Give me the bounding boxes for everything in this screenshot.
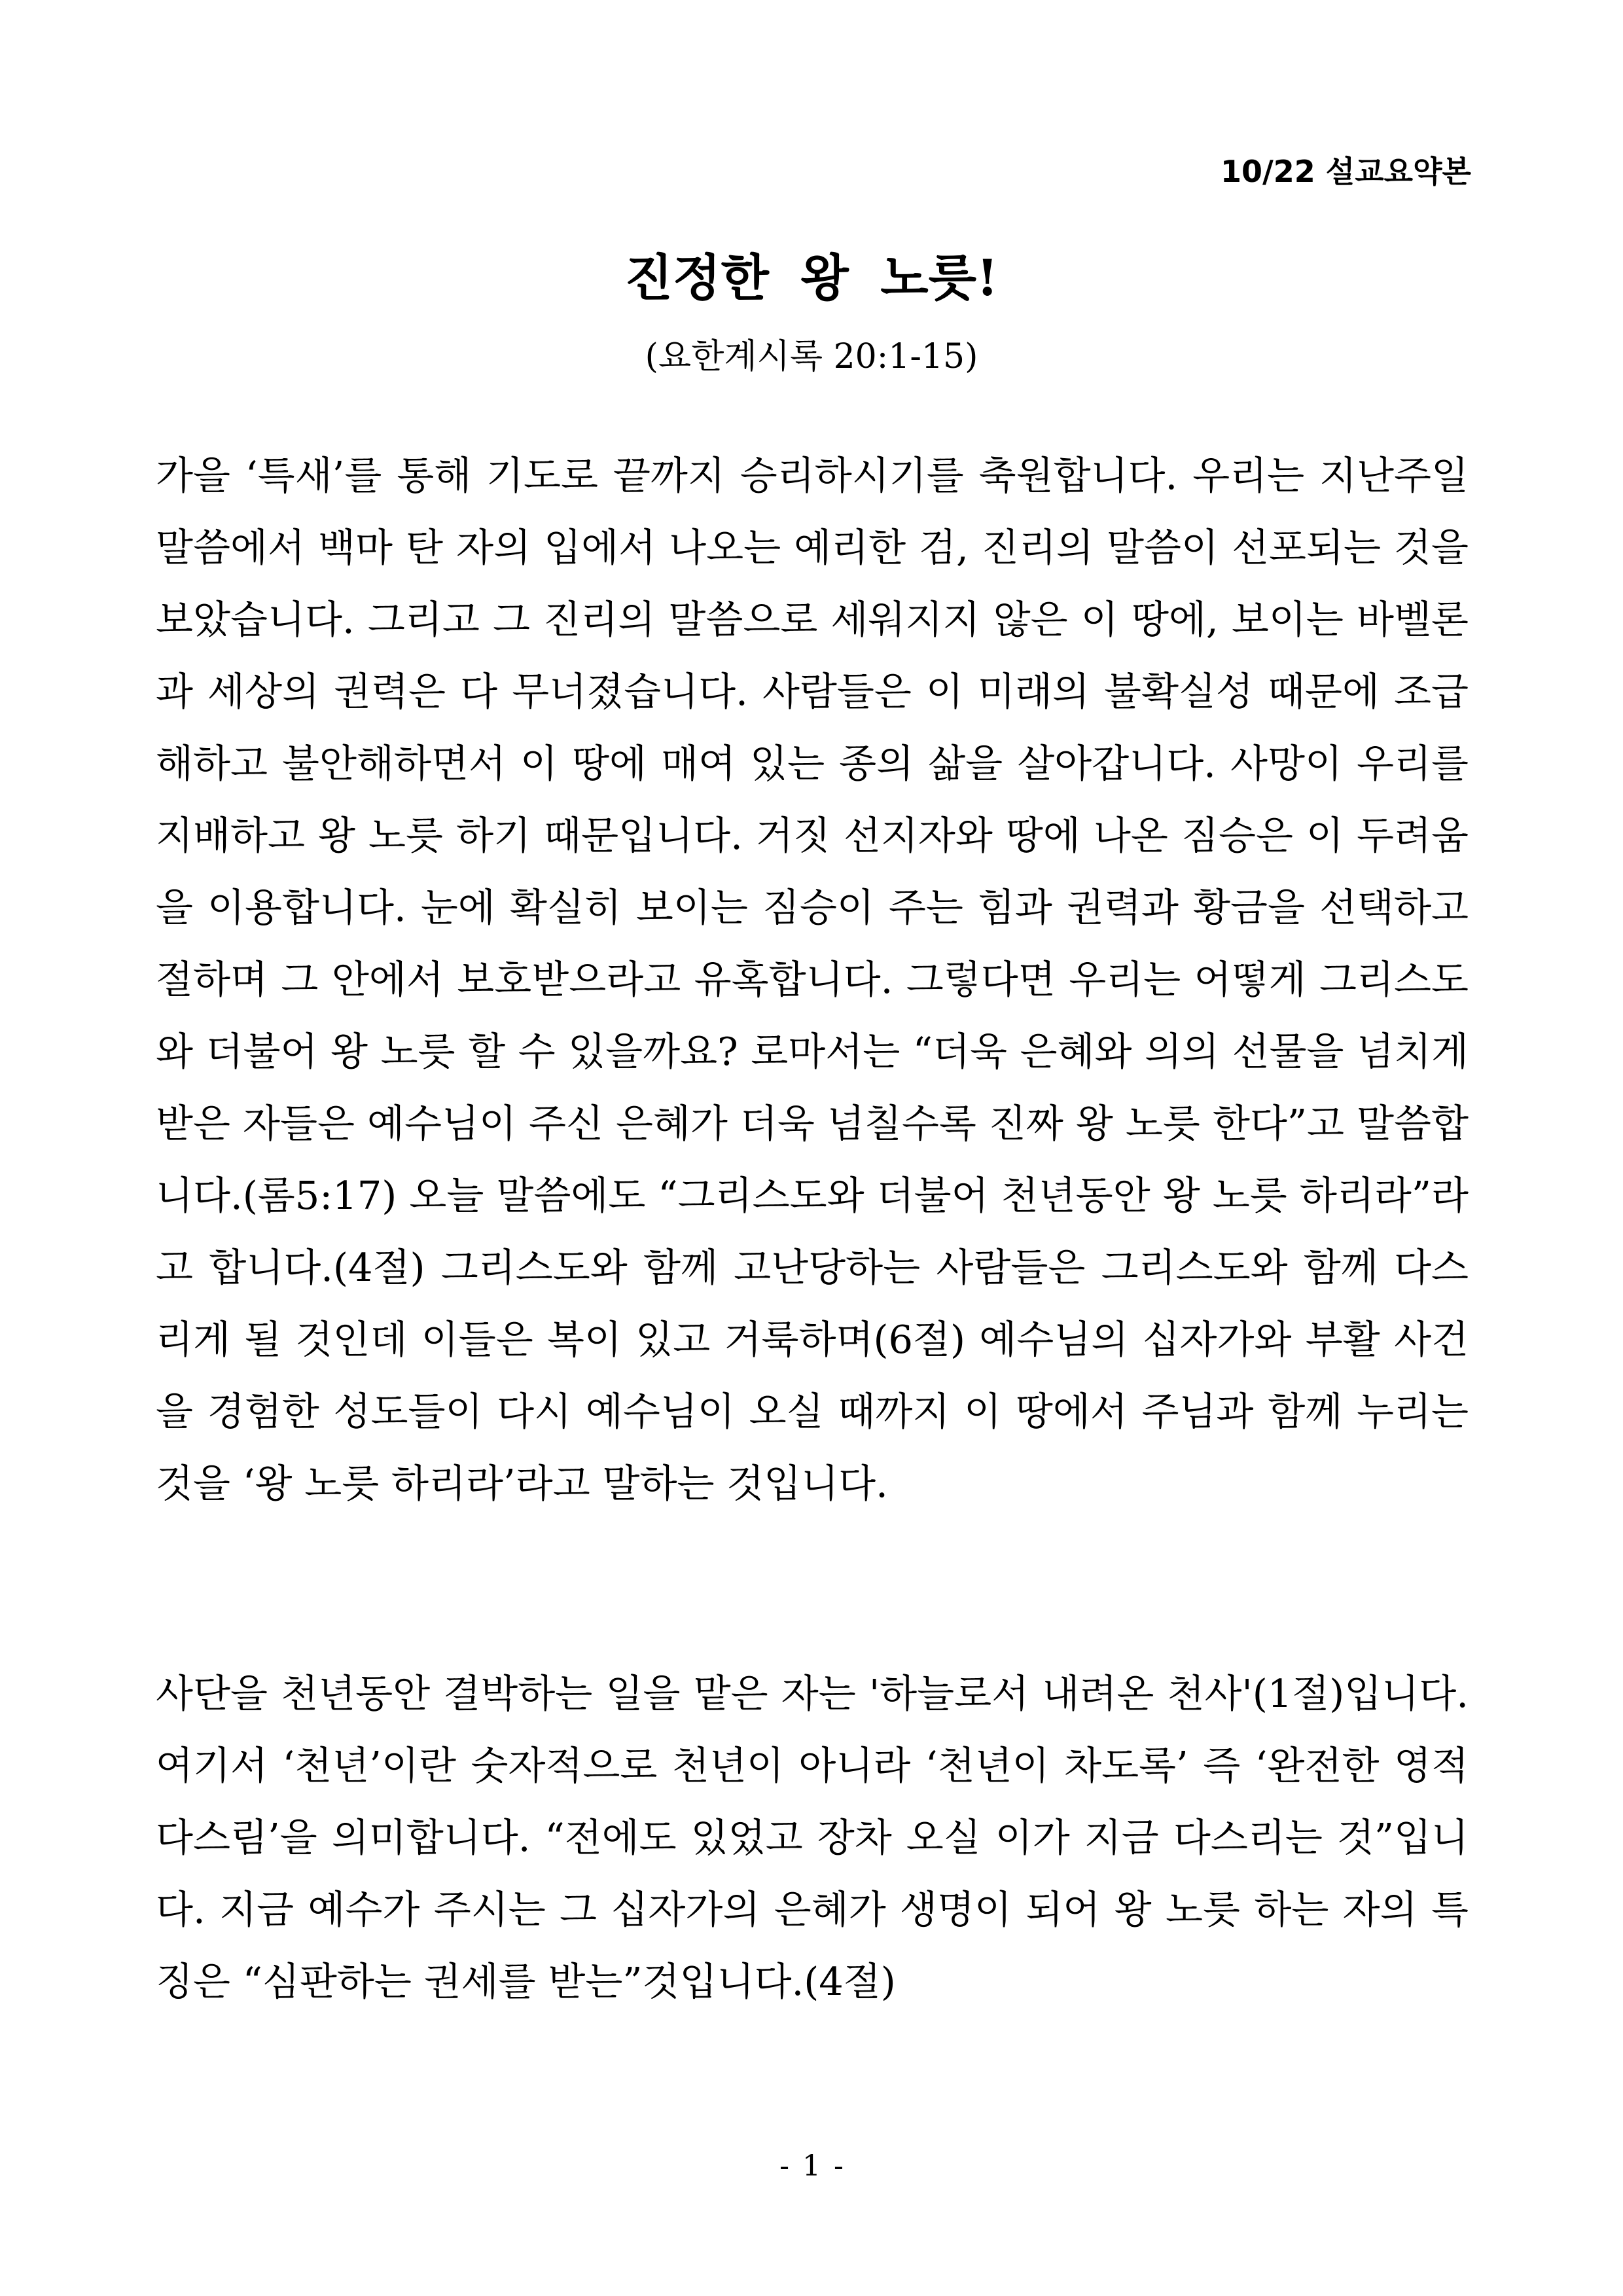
scripture-reference: (요한계시록 20:1-15) bbox=[645, 337, 978, 376]
sermon-title: 진정한 왕 노릇! bbox=[624, 249, 999, 307]
document-header-label: 10/22 설교요약본 bbox=[1220, 154, 1471, 189]
body-paragraph: 가을 ‘특새’를 통해 기도로 끝까지 승리하시기를 축원합니다. 우리는 지난주일 말씀에서 백마 탄 자의 입에서 나오는 예리한 검, 진리의 말씀이 선포되는 것을 보았습니다. 그리고 그 진리의 말씀으로 세워지지 않은 이 땅에, 보이는 바벨론과 세상의 권력은 다 무너졌습니다. 사람들은 이 미래의 불확실성 때문에 조급해하고 불안해하면서 이 땅에 매여 있는 종의 삶을 살아갑니다. 사망이 우리를 지배하고 왕 노릇 하기 때문입니다. 거짓 선지자와 땅에 나온 짐승은 이 두려움을 이용합니다. 눈에 확실히 보이는 짐승이 주는 힘과 권력과 황금을 선택하고 절하며 그 안에서 보호받으라고 유혹합니다. 그렇다면 우리는 어떻게 그리스도와 더불어 왕 노릇 할 수 있을까요? 로마서는 “더욱 은혜와 의의 선물을 넘치게 받은 자들은 예수님이 주신 은혜가 더욱 넘칠수록 진짜 왕 노릇 한다”고 말씀합니다.(롬5:17) 오늘 말씀에도 “그리스도와 더불어 천년동안 왕 노릇 하리라”라고 합니다.(4절) 그리스도와 함께 고난당하는 사람들은 그리스도와 함께 다스리게 될 것인데 이들은 복이 있고 거룩하며(6절) 예수님의 십자가와 부활 사건을 경험한 성도들이 다시 예수님이 오실 때까지 이 땅에서 주님과 함께 누리는 것을 ‘왕 노릇 하리라’라고 말하는 것입니다. bbox=[156, 453, 1469, 1506]
body-paragraph: 사단을 천년동안 결박하는 일을 맡은 자는 '하늘로서 내려온 천사'(1절)입니다. 여기서 ‘천년’이란 숫자적으로 천년이 아니라 ‘천년이 차도록’ 즉 ‘완전한 영적 다스림’을 의미합니다. “전에도 있었고 장차 오실 이가 지금 다스리는 것”입니다. 지금 예수가 주시는 그 십자가의 은혜가 생명이 되어 왕 노릇 하는 자의 특징은 “심판하는 권세를 받는”것입니다.(4절) bbox=[156, 1671, 1469, 2004]
page-number: - 1 - bbox=[779, 2149, 844, 2183]
